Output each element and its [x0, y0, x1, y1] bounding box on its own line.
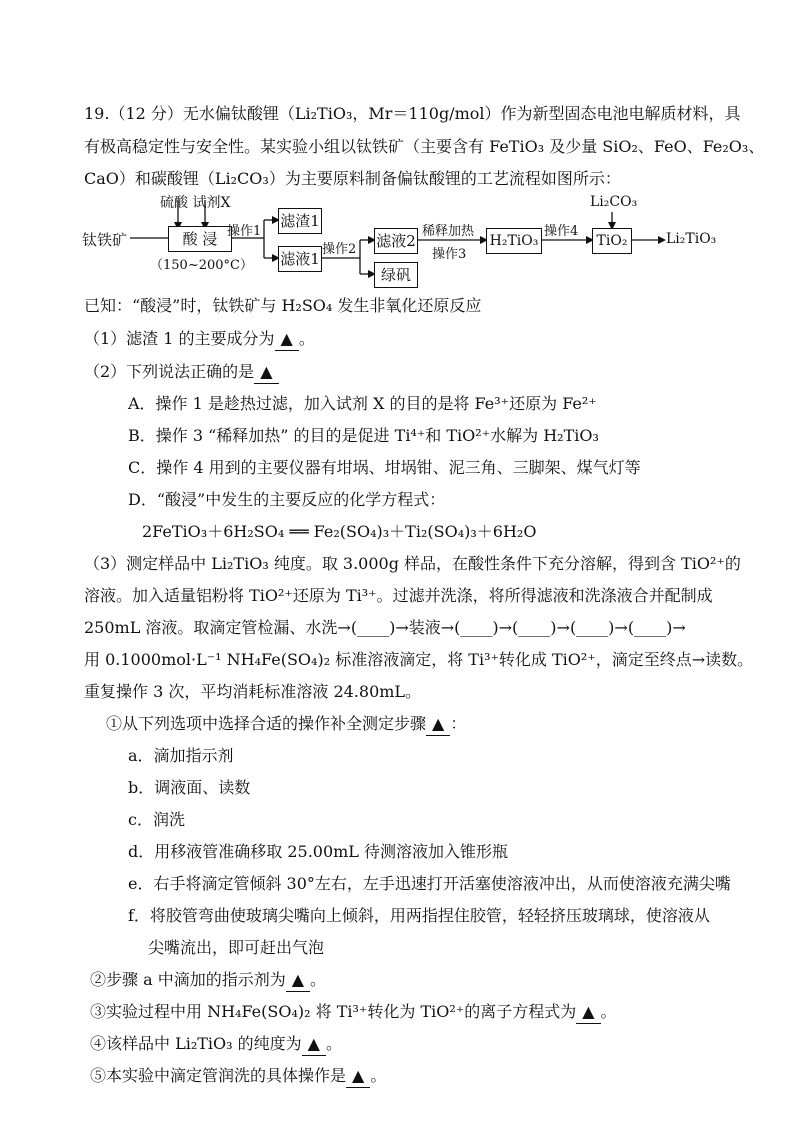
residue1-box: 滤渣1 [278, 208, 322, 234]
li2co3-label: Li₂CO₃ [590, 194, 638, 210]
period: 。 [370, 1066, 387, 1085]
question-line-2: 有极高稳定性与安全性。某实验小组以钛铁矿（主要含有 FeTiO₃ 及少量 SiO₂、FeO、Fe₂O₃、 [84, 137, 765, 156]
choice-a: a．滴加指示剂 [128, 746, 234, 765]
op1-label: 操作1 [227, 224, 262, 239]
option-B: B．操作 3 “稀释加热” 的目的是促进 Ti⁴⁺和 TiO²⁺水解为 H₂TiO₃ [128, 426, 599, 445]
sub-question-2 [90, 969, 326, 992]
answer-mark: ▲ [275, 328, 299, 351]
step-blank-3: (____) [512, 618, 557, 637]
flow-reagents: 硫酸 试剂X [160, 195, 231, 211]
part-2 [84, 361, 279, 384]
acid-leach-box: 酸 浸 [168, 226, 232, 252]
sub-question-2-text: ②步骤 a 中滴加的指示剂为 [90, 970, 286, 989]
period: 。 [298, 329, 315, 348]
sub-question-5-text: ⑤本实验中滴定管润洗的具体操作是 [90, 1066, 347, 1085]
sub-question-4-text: ④该样品中 Li₂TiO₃ 的纯度为 [90, 1034, 302, 1053]
known-note: 已知：“酸浸”时，钛铁矿与 H₂SO₄ 发生非氧化还原反应 [84, 296, 482, 315]
choice-d: d．用移液管准确移取 25.00mL 待测溶液加入锥形瓶 [128, 842, 509, 861]
flow-arrows [0, 0, 800, 300]
filtrate2-box: 滤液2 [374, 228, 418, 254]
option-C: C．操作 4 用到的主要仪器有坩埚、坩埚钳、泥三角、三脚架、煤气灯等 [128, 458, 641, 477]
op2-label: 操作2 [322, 242, 357, 257]
choice-f-line-1: f．将胶管弯曲使玻璃尖嘴向上倾斜，用两指捏住胶管，轻轻挤压玻璃球，使溶液从 [128, 906, 710, 925]
equation-D: 2FeTiO₃＋6H₂SO₄ ══ Fe₂(SO₄)₃＋Ti₂(SO₄)₃＋6H₂O [142, 522, 537, 541]
choice-b: b．调液面、读数 [128, 778, 251, 797]
sub-question-5 [90, 1065, 386, 1088]
sub-question-4 [90, 1033, 342, 1056]
part-3-line-1: （3）测定样品中 Li₂TiO₃ 纯度。取 3.000g 样品，在酸性条件下充分溶解，得到含 TiO²⁺的 [84, 554, 741, 573]
part-3-line-2: 溶液。加入适量铝粉将 TiO²⁺还原为 Ti³⁺。过滤并洗涤，将所得滤液和洗涤液合并配制成 [84, 586, 713, 605]
product-label: Li₂TiO₃ [666, 231, 717, 247]
op3-label: 操作3 [432, 247, 467, 262]
part-3-line-4: 用 0.1000mol·L⁻¹ NH₄Fe(SO₄)₂ 标准溶液滴定，将 Ti³⁺转化成 TiO²⁺，滴定至终点→读数。 [84, 650, 754, 669]
period: 。 [600, 1002, 617, 1021]
answer-mark: ▲ [254, 361, 278, 384]
part-3-line-3-start: 250mL 溶液。取滴定管检漏、水洗→ [84, 618, 351, 637]
option-A: A．操作 1 是趁热过滤，加入试剂 X 的目的是将 Fe³⁺还原为 Fe²⁺ [128, 394, 597, 413]
step-blank-5: (____) [627, 618, 673, 637]
dilute-heat-label: 稀释加热 [422, 224, 475, 239]
choice-e: e．右手将滴定管倾斜 30°左右，左手迅速打开活塞使溶液冲出，从而使溶液充满尖嘴 [128, 874, 731, 893]
part-3-line-3 [84, 617, 686, 639]
acid-temp: （150~200°C） [150, 258, 253, 273]
question-line-3: CaO）和碳酸锂（Li₂CO₃）为主要原料制备偏钛酸锂的工艺流程如图所示： [84, 169, 621, 188]
answer-mark: ▲ [426, 713, 450, 736]
part-3-line-3-mid: →装液→ [395, 618, 455, 637]
arrow: → [498, 618, 513, 637]
flow-start: 钛铁矿 [82, 231, 128, 249]
step-blank-4: (____) [569, 618, 615, 637]
answer-mark: ▲ [286, 969, 310, 992]
op4-label: 操作4 [544, 224, 579, 239]
part-1 [84, 328, 315, 351]
answer-mark: ▲ [576, 1001, 600, 1024]
part-3-line-5: 重复操作 3 次，平均消耗标准溶液 24.80mL。 [84, 682, 422, 701]
h2tio3-box: H₂TiO₃ [486, 228, 542, 254]
choice-f-line-2: 尖嘴流出，即可赶出气泡 [148, 938, 325, 957]
arrow: → [556, 618, 570, 637]
sub-question-3-text: ③实验过程中用 NH₄Fe(SO₄)₂ 将 Ti³⁺转化为 TiO²⁺的离子方程式为 [90, 1002, 577, 1021]
period: 。 [325, 1034, 342, 1053]
sub-question-3 [90, 1001, 617, 1024]
sub-question-1-text: ①从下列选项中选择合适的操作补全测定步骤 [106, 714, 427, 733]
period: 。 [310, 970, 327, 989]
tio2-box: TiO₂ [592, 228, 632, 254]
part-1-text: （1）滤渣 1 的主要成分为 [84, 329, 275, 348]
sub-question-1 [106, 713, 466, 736]
arrow: → [672, 618, 686, 637]
choice-c: c．润洗 [128, 810, 185, 829]
filtrate1-box: 滤液1 [278, 246, 322, 272]
alum-box: 绿矾 [374, 262, 418, 288]
arrow: → [614, 618, 628, 637]
answer-mark: ▲ [302, 1033, 326, 1056]
option-D: D．“酸浸”中发生的主要反应的化学方程式： [128, 490, 446, 509]
answer-mark: ▲ [346, 1065, 370, 1088]
question-line-1: 19.（12 分）无水偏钛酸锂（Li₂TiO₃，Mr＝110g/mol）作为新型固态电池电解质材料，具 [84, 104, 741, 123]
step-blank-1: (____) [350, 618, 396, 637]
part-2-text: （2）下列说法正确的是 [84, 362, 255, 381]
colon: ： [450, 714, 467, 733]
step-blank-2: (____) [454, 618, 499, 637]
